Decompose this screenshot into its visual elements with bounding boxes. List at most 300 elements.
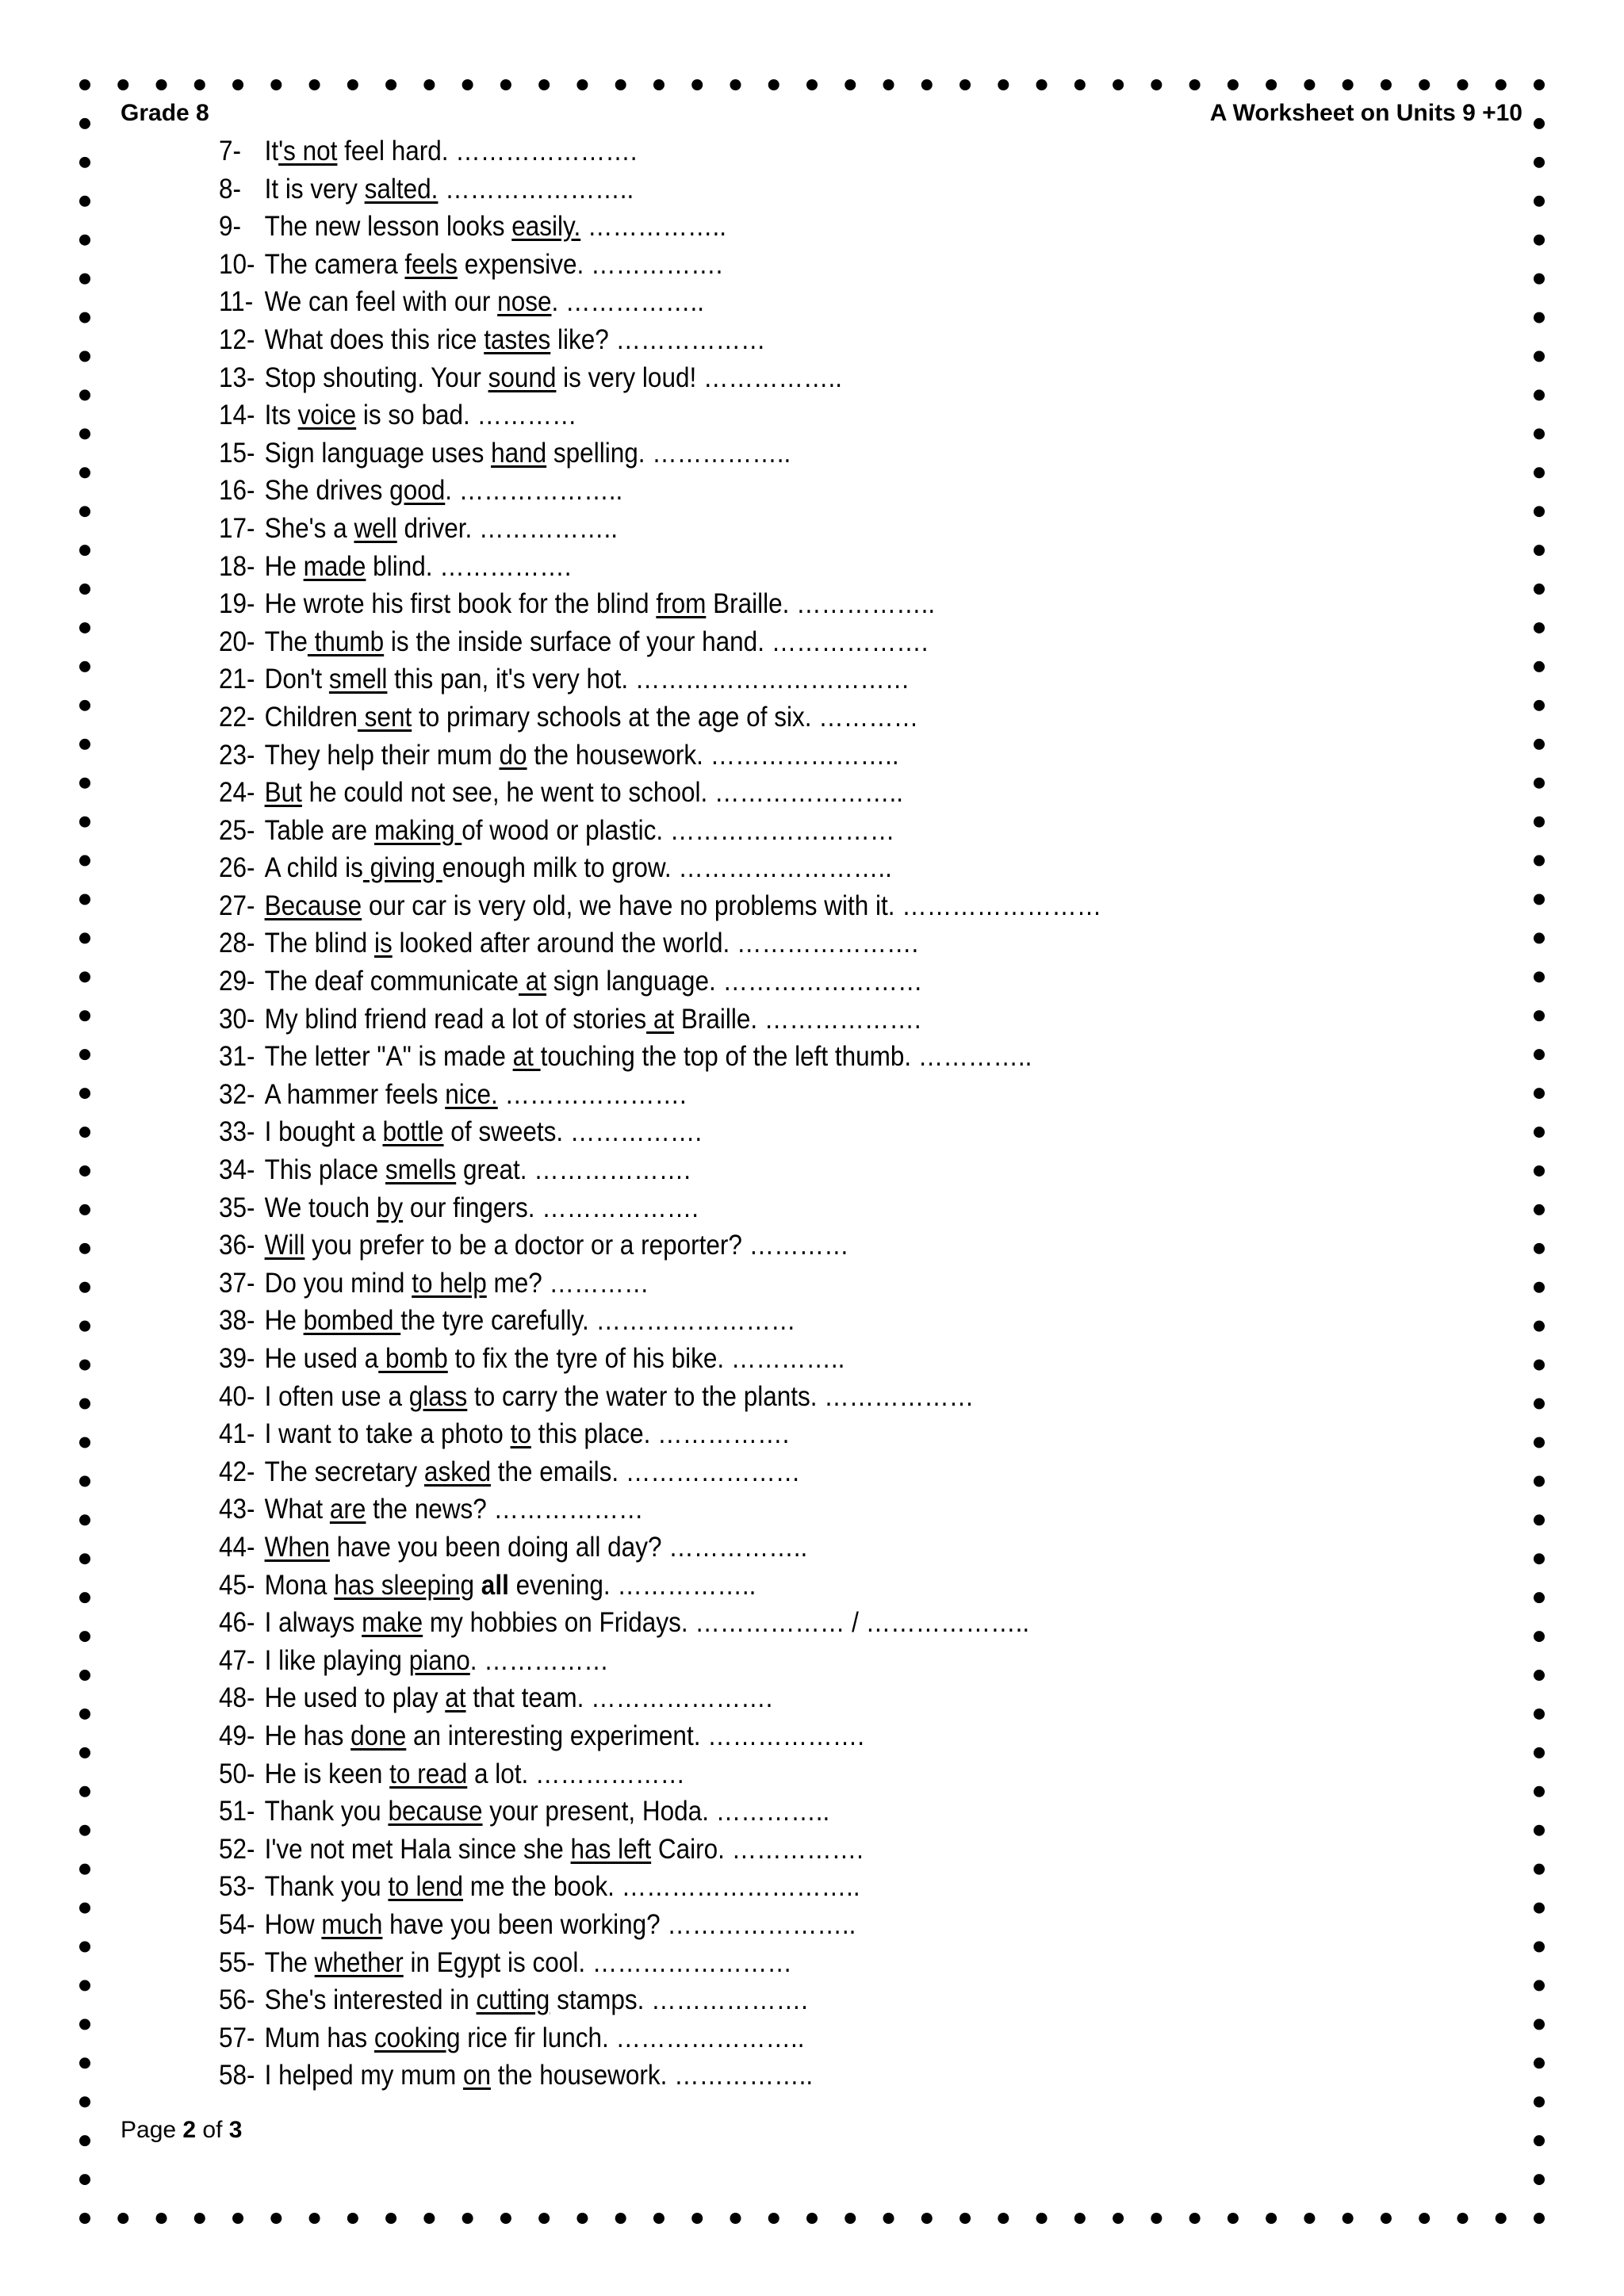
exercise-line (219, 246, 1418, 284)
sentence-text: is so bad. ………… (356, 400, 577, 431)
border-dot (1304, 2213, 1315, 2224)
border-dot (768, 2213, 779, 2224)
exercise-number: 37- (219, 1267, 255, 1299)
border-dot (79, 389, 90, 400)
exercise-line (219, 774, 1418, 812)
border-dot (79, 1514, 90, 1525)
border-dot (1419, 2213, 1430, 2224)
exercise-line (219, 1189, 1418, 1227)
border-dot (576, 79, 588, 90)
exercise-line (219, 585, 1418, 623)
sentence-text: feel hard. …………………. (337, 136, 638, 166)
worksheet-title: A Worksheet on Units 9 +10 (1209, 100, 1522, 126)
sentence-text: me the book. ……………………….. (463, 1871, 860, 1903)
exercise-number: 32- (219, 1078, 255, 1110)
exercise-number: 43- (219, 1494, 255, 1525)
underlined-word: on (462, 2060, 491, 2091)
sentence-text: A hammer feels (264, 1078, 446, 1110)
sentence-text: . …………….. (551, 286, 704, 318)
border-dot (79, 932, 90, 943)
exercise-number: 24- (219, 777, 255, 809)
border-dot (79, 1204, 90, 1215)
underlined-word: has left (570, 1833, 652, 1865)
exercise-number: 56- (219, 1984, 255, 2016)
exercise-line (219, 812, 1418, 850)
border-dot (959, 79, 971, 90)
sentence-text: to carry the water to the plants. ……………… (467, 1380, 975, 1412)
sentence-text: have you been doing all day? …………….. (329, 1531, 808, 1563)
sentence-text: enough milk to grow. …………………….. (442, 852, 892, 884)
border-dot (1534, 2213, 1545, 2224)
underlined-word: cooking (373, 2022, 461, 2053)
border-dot (232, 2213, 243, 2224)
exercise-line (219, 1604, 1418, 1642)
border-dot (79, 1049, 90, 1060)
border-dot (117, 79, 128, 90)
grade-label: Grade 8 (121, 100, 209, 126)
underlined-word: made (303, 550, 366, 582)
border-dot (1266, 79, 1277, 90)
border-dot (768, 79, 779, 90)
underlined-word: easily. (511, 211, 581, 243)
border-dot (79, 778, 90, 789)
sentence-text: driver. …………….. (396, 512, 619, 544)
sentence-text: Braille. …………….. (706, 588, 936, 620)
sentence-text: …………………. (497, 1078, 687, 1110)
sentence-text: the tyre carefully. …………………… (400, 1305, 796, 1337)
exercise-line (219, 208, 1418, 246)
exercise-number: 22- (219, 701, 255, 733)
border-dot (79, 157, 90, 168)
border-dot (730, 79, 741, 90)
sentence-text: expensive. ……………. (457, 248, 723, 280)
exercise-number: 11- (219, 286, 254, 318)
exercise-line (219, 132, 1418, 170)
border-dot (845, 79, 856, 90)
underlined-word: make (362, 1607, 423, 1639)
border-dot (462, 79, 473, 90)
exercise-line (219, 1642, 1418, 1680)
border-dot (79, 1592, 90, 1603)
underlined-word: at (519, 966, 547, 997)
underlined-word: to lend (388, 1871, 464, 1903)
underlined-word: much (321, 1908, 383, 1940)
border-dot (79, 1475, 90, 1487)
sentence-text: touching the top of the left thumb. ………….. (540, 1041, 1032, 1073)
sentence-text: my hobbies on Fridays. ……………… / ……………….. (423, 1607, 1030, 1639)
exercise-number: 38- (219, 1305, 255, 1337)
border-dot (1266, 2213, 1277, 2224)
exercise-line (219, 1793, 1418, 1831)
border-dot (1534, 2135, 1545, 2146)
border-dot (79, 1360, 90, 1371)
exercise-number: 9- (219, 211, 242, 243)
border-dot (79, 1243, 90, 1254)
sentence-text: I like playing (264, 1644, 409, 1676)
exercise-line (219, 1226, 1418, 1265)
border-dot (1228, 79, 1239, 90)
exercise-line (219, 1981, 1418, 2019)
border-dot (309, 2213, 320, 2224)
border-dot (1342, 2213, 1354, 2224)
border-dot (959, 2213, 971, 2224)
underlined-word: at (646, 1003, 675, 1035)
sentence-text: The letter "A" is made (264, 1041, 513, 1073)
exercise-line (219, 660, 1418, 698)
border-dot (79, 545, 90, 556)
border-dot (1189, 2213, 1201, 2224)
border-dot (1457, 2213, 1468, 2224)
sentence-text: Sign language uses (264, 437, 492, 469)
sentence-text: have you been working? ………………….. (382, 1908, 856, 1940)
border-dot (653, 79, 665, 90)
border-dot (1036, 2213, 1048, 2224)
underlined-word: at (445, 1682, 466, 1714)
exercise-number: 13- (219, 362, 255, 393)
border-dot (79, 1864, 90, 1875)
exercise-line (219, 321, 1418, 359)
sentence-text: It is very (264, 173, 365, 205)
exercise-number: 19- (219, 588, 255, 620)
underlined-word: to read (389, 1758, 468, 1789)
sentence-text: to primary schools at the age of six. ………… (412, 701, 919, 733)
border-dot (1113, 79, 1124, 90)
underlined-word: glass (408, 1380, 468, 1412)
underlined-word: done (350, 1720, 407, 1751)
border-dot (347, 2213, 358, 2224)
exercise-number: 34- (219, 1154, 255, 1186)
border-dot (79, 1670, 90, 1681)
border-dot (79, 2213, 90, 2224)
sentence-text: How (264, 1908, 322, 1940)
border-dot (1534, 2174, 1545, 2185)
border-dot (883, 2213, 894, 2224)
bold-word: all (481, 1569, 509, 1601)
exercise-number: 50- (219, 1758, 255, 1789)
sentence-text: He has (264, 1720, 351, 1751)
border-dot (462, 2213, 473, 2224)
border-dot (79, 79, 90, 90)
sentence-text: our fingers. ………………. (403, 1192, 699, 1223)
underlined-word: nice. (445, 1078, 498, 1110)
exercise-line (219, 1906, 1418, 1944)
exercise-number: 48- (219, 1682, 255, 1714)
border-dot (1074, 79, 1086, 90)
border-dot (79, 118, 90, 129)
underlined-word: 's not (278, 136, 338, 166)
border-dot (1534, 2096, 1545, 2107)
sentence-text: of sweets. ……………. (443, 1116, 703, 1148)
border-dot (270, 79, 282, 90)
exercise-line (219, 924, 1418, 962)
underlined-word: to help (412, 1267, 487, 1299)
underlined-word: by (376, 1192, 404, 1223)
exercise-line (219, 170, 1418, 209)
sentence-text: What (264, 1494, 330, 1525)
sentence-text: to fix the tyre of his bike. ………….. (447, 1343, 845, 1374)
page-total: 3 (228, 2117, 243, 2143)
border-dot (79, 584, 90, 595)
page-current: 2 (182, 2117, 197, 2143)
sentence-text: evening. …………….. (508, 1569, 756, 1601)
sentence-text: What does this rice (264, 323, 485, 355)
exercise-line (219, 1567, 1418, 1605)
sentence-text: My blind friend read a lot of stories (264, 1003, 647, 1035)
sentence-text: Thank you (264, 1871, 389, 1903)
border-dot (883, 79, 894, 90)
exercise-line (219, 1151, 1418, 1189)
exercise-number: 40- (219, 1380, 255, 1412)
exercise-line (219, 2019, 1418, 2057)
border-dot (79, 350, 90, 362)
sentence-text: blind. ……………. (366, 550, 572, 582)
border-dot (1342, 79, 1354, 90)
exercise-number: 20- (219, 626, 255, 657)
border-dot (500, 79, 511, 90)
border-dot (79, 1825, 90, 1836)
border-dot (615, 79, 626, 90)
exercise-line (219, 1529, 1418, 1567)
exercise-line (219, 737, 1418, 775)
exercise-line (219, 1755, 1418, 1793)
border-dot (79, 1437, 90, 1448)
exercise-line (219, 1717, 1418, 1755)
border-dot (79, 1709, 90, 1720)
exercise-number: 36- (219, 1230, 255, 1261)
exercise-number: 7- (219, 136, 242, 166)
border-dot (79, 1399, 90, 1410)
border-dot (1113, 2213, 1124, 2224)
sentence-text: He used a (264, 1343, 379, 1374)
border-dot (806, 2213, 818, 2224)
border-dot (79, 235, 90, 246)
border-dot (1534, 118, 1545, 129)
exercise-number: 46- (219, 1607, 255, 1639)
underlined-word: is (373, 928, 393, 959)
exercise-number: 54- (219, 1908, 255, 1940)
underlined-word: feels (404, 248, 458, 280)
sentence-text: looked after around the world. …………………. (392, 928, 919, 959)
underlined-word: hand (491, 437, 547, 469)
border-dot (1534, 79, 1545, 90)
sentence-text: He wrote his first book for the blind (264, 588, 657, 620)
exercise-number: 8- (219, 173, 242, 205)
border-dot (385, 79, 396, 90)
sentence-text: This place (264, 1154, 385, 1186)
underlined-word: whether (314, 1946, 404, 1978)
underlined-word: Because (264, 890, 362, 921)
exercise-number: 39- (219, 1343, 255, 1374)
border-dot (998, 79, 1009, 90)
underlined-word: has sleeping (334, 1569, 475, 1601)
underlined-word: from (656, 588, 707, 620)
exercise-line (219, 849, 1418, 887)
border-dot (576, 2213, 588, 2224)
sentence-text: I helped my mum (264, 2060, 463, 2091)
border-dot (79, 274, 90, 285)
sentence-text: The (264, 1946, 315, 1978)
border-dot (1419, 79, 1430, 90)
exercise-number: 18- (219, 550, 255, 582)
sentence-text: sign language. …………………… (546, 966, 923, 997)
border-dot (1381, 2213, 1392, 2224)
border-dot (1151, 2213, 1162, 2224)
sentence-text: Do you mind (264, 1267, 412, 1299)
sentence-text: The camera (264, 248, 405, 280)
border-dot (615, 2213, 626, 2224)
exercise-number: 55- (219, 1946, 255, 1978)
border-dot (270, 2213, 282, 2224)
border-dot (385, 2213, 396, 2224)
sentence-text: The secretary (264, 1456, 424, 1487)
border-dot (1189, 79, 1201, 90)
exercise-number: 29- (219, 966, 255, 997)
sentence-text: Braille. ………………. (674, 1003, 921, 1035)
underlined-word: bottle (382, 1116, 444, 1148)
sentence-text: this place. ……………. (530, 1418, 790, 1450)
exercise-line (219, 1113, 1418, 1151)
sentence-text: this pan, it's very hot. …………………………… (387, 664, 910, 695)
sentence-text: I often use a (264, 1380, 409, 1412)
sentence-text: Cairo. ……………. (651, 1833, 864, 1865)
exercise-line (219, 1340, 1418, 1378)
border-dot (79, 2019, 90, 2030)
border-dot (79, 622, 90, 633)
border-dot (79, 817, 90, 828)
border-dot (79, 1165, 90, 1177)
border-dot (79, 1282, 90, 1293)
border-dot (1496, 2213, 1507, 2224)
sentence-text: She's interested in (264, 1984, 477, 2016)
exercise-number: 52- (219, 1833, 255, 1865)
sentence-text: me? ………… (486, 1267, 649, 1299)
underlined-word: bombed (303, 1305, 401, 1337)
sentence-text: stamps. ………………. (550, 1984, 808, 2016)
page-separator: of (196, 2117, 229, 2143)
exercise-number: 25- (219, 814, 255, 846)
sentence-text: the news? ……………… (366, 1494, 644, 1525)
sentence-text: Mum has (264, 2022, 374, 2053)
sentence-text: She's a (264, 512, 354, 544)
exercise-line (219, 1076, 1418, 1114)
exercise-number: 30- (219, 1003, 255, 1035)
border-dot (1304, 79, 1315, 90)
sentence-text: our car is very old, we have no problems with it. …………………… (362, 890, 1102, 921)
underlined-word: thumb (307, 626, 385, 657)
underlined-word: salted. (364, 173, 439, 205)
exercise-line (219, 887, 1418, 925)
exercise-line (219, 472, 1418, 510)
exercise-number: 53- (219, 1871, 255, 1903)
border-dot (423, 2213, 435, 2224)
border-dot (156, 2213, 167, 2224)
exercise-number: 35- (219, 1192, 255, 1223)
border-dot (691, 79, 703, 90)
exercise-number: 44- (219, 1531, 255, 1563)
exercise-number: 47- (219, 1644, 255, 1676)
border-dot (79, 2174, 90, 2185)
sentence-text: . …………… (469, 1644, 609, 1676)
exercise-number: 16- (219, 475, 255, 507)
border-dot (1036, 79, 1048, 90)
sentence-text: Its (264, 400, 298, 431)
underlined-word: are (329, 1494, 366, 1525)
sentence-text: the emails. ………………… (490, 1456, 801, 1487)
sentence-text: …………….. (580, 211, 726, 243)
exercise-number: 45- (219, 1569, 255, 1601)
exercise-line (219, 1302, 1418, 1340)
underlined-word: piano (408, 1644, 470, 1676)
exercise-line (219, 1265, 1418, 1303)
underlined-word: because (388, 1796, 483, 1827)
border-dot (1457, 79, 1468, 90)
border-dot (538, 2213, 550, 2224)
underlined-word: bomb (378, 1343, 448, 1374)
sentence-text: Children (264, 701, 358, 733)
exercise-line (219, 359, 1418, 397)
page-prefix: Page (121, 2117, 183, 2143)
exercise-number: 26- (219, 852, 255, 884)
border-dot (921, 79, 933, 90)
border-dot (423, 79, 435, 90)
border-dot (730, 2213, 741, 2224)
sentence-text: Stop shouting. Your (264, 362, 488, 393)
sentence-text: The new lesson looks (264, 211, 512, 243)
exercise-number: 15- (219, 437, 255, 469)
sentence-text: . ……………….. (445, 475, 623, 507)
underlined-word: smells (385, 1154, 457, 1186)
exercise-number: 10- (219, 248, 255, 280)
border-dot (79, 971, 90, 982)
sentence-text: a lot. ……………… (467, 1758, 686, 1789)
exercise-line (219, 1453, 1418, 1491)
exercise-number: 51- (219, 1796, 255, 1827)
sentence-text: your present, Hoda. ………….. (482, 1796, 830, 1827)
underlined-word: sent (357, 701, 412, 733)
exercise-number: 31- (219, 1041, 255, 1073)
exercise-number: 28- (219, 928, 255, 959)
exercise-line (219, 548, 1418, 586)
sentence-text: that team. …………………. (465, 1682, 773, 1714)
exercise-number: 33- (219, 1116, 255, 1148)
sentence-text: he could not see, he went to school. ………………….. (301, 777, 903, 809)
underlined-word: But (264, 777, 302, 809)
border-dot (500, 2213, 511, 2224)
exercise-number: 23- (219, 739, 255, 771)
border-dot (79, 1010, 90, 1021)
border-dot (347, 79, 358, 90)
border-dot (1151, 79, 1162, 90)
sentence-text: The blind (264, 928, 374, 959)
exercise-number: 58- (219, 2060, 255, 2091)
sentence-text: ………………….. (438, 173, 634, 205)
underlined-word: at (512, 1041, 541, 1073)
sentence-text: She drives (264, 475, 390, 507)
exercise-line (219, 2057, 1418, 2095)
underlined-word: nose (497, 286, 552, 318)
exercise-number: 17- (219, 512, 255, 544)
border-dot (194, 2213, 205, 2224)
exercise-line (219, 1490, 1418, 1529)
exercise-line (219, 698, 1418, 737)
border-dot (79, 428, 90, 439)
border-dot (156, 79, 167, 90)
border-dot (79, 196, 90, 207)
exercise-number: 42- (219, 1456, 255, 1487)
sentence-text: great. ………………. (456, 1154, 691, 1186)
exercise-line (219, 396, 1418, 434)
sentence-text: He used to play (264, 1682, 446, 1714)
